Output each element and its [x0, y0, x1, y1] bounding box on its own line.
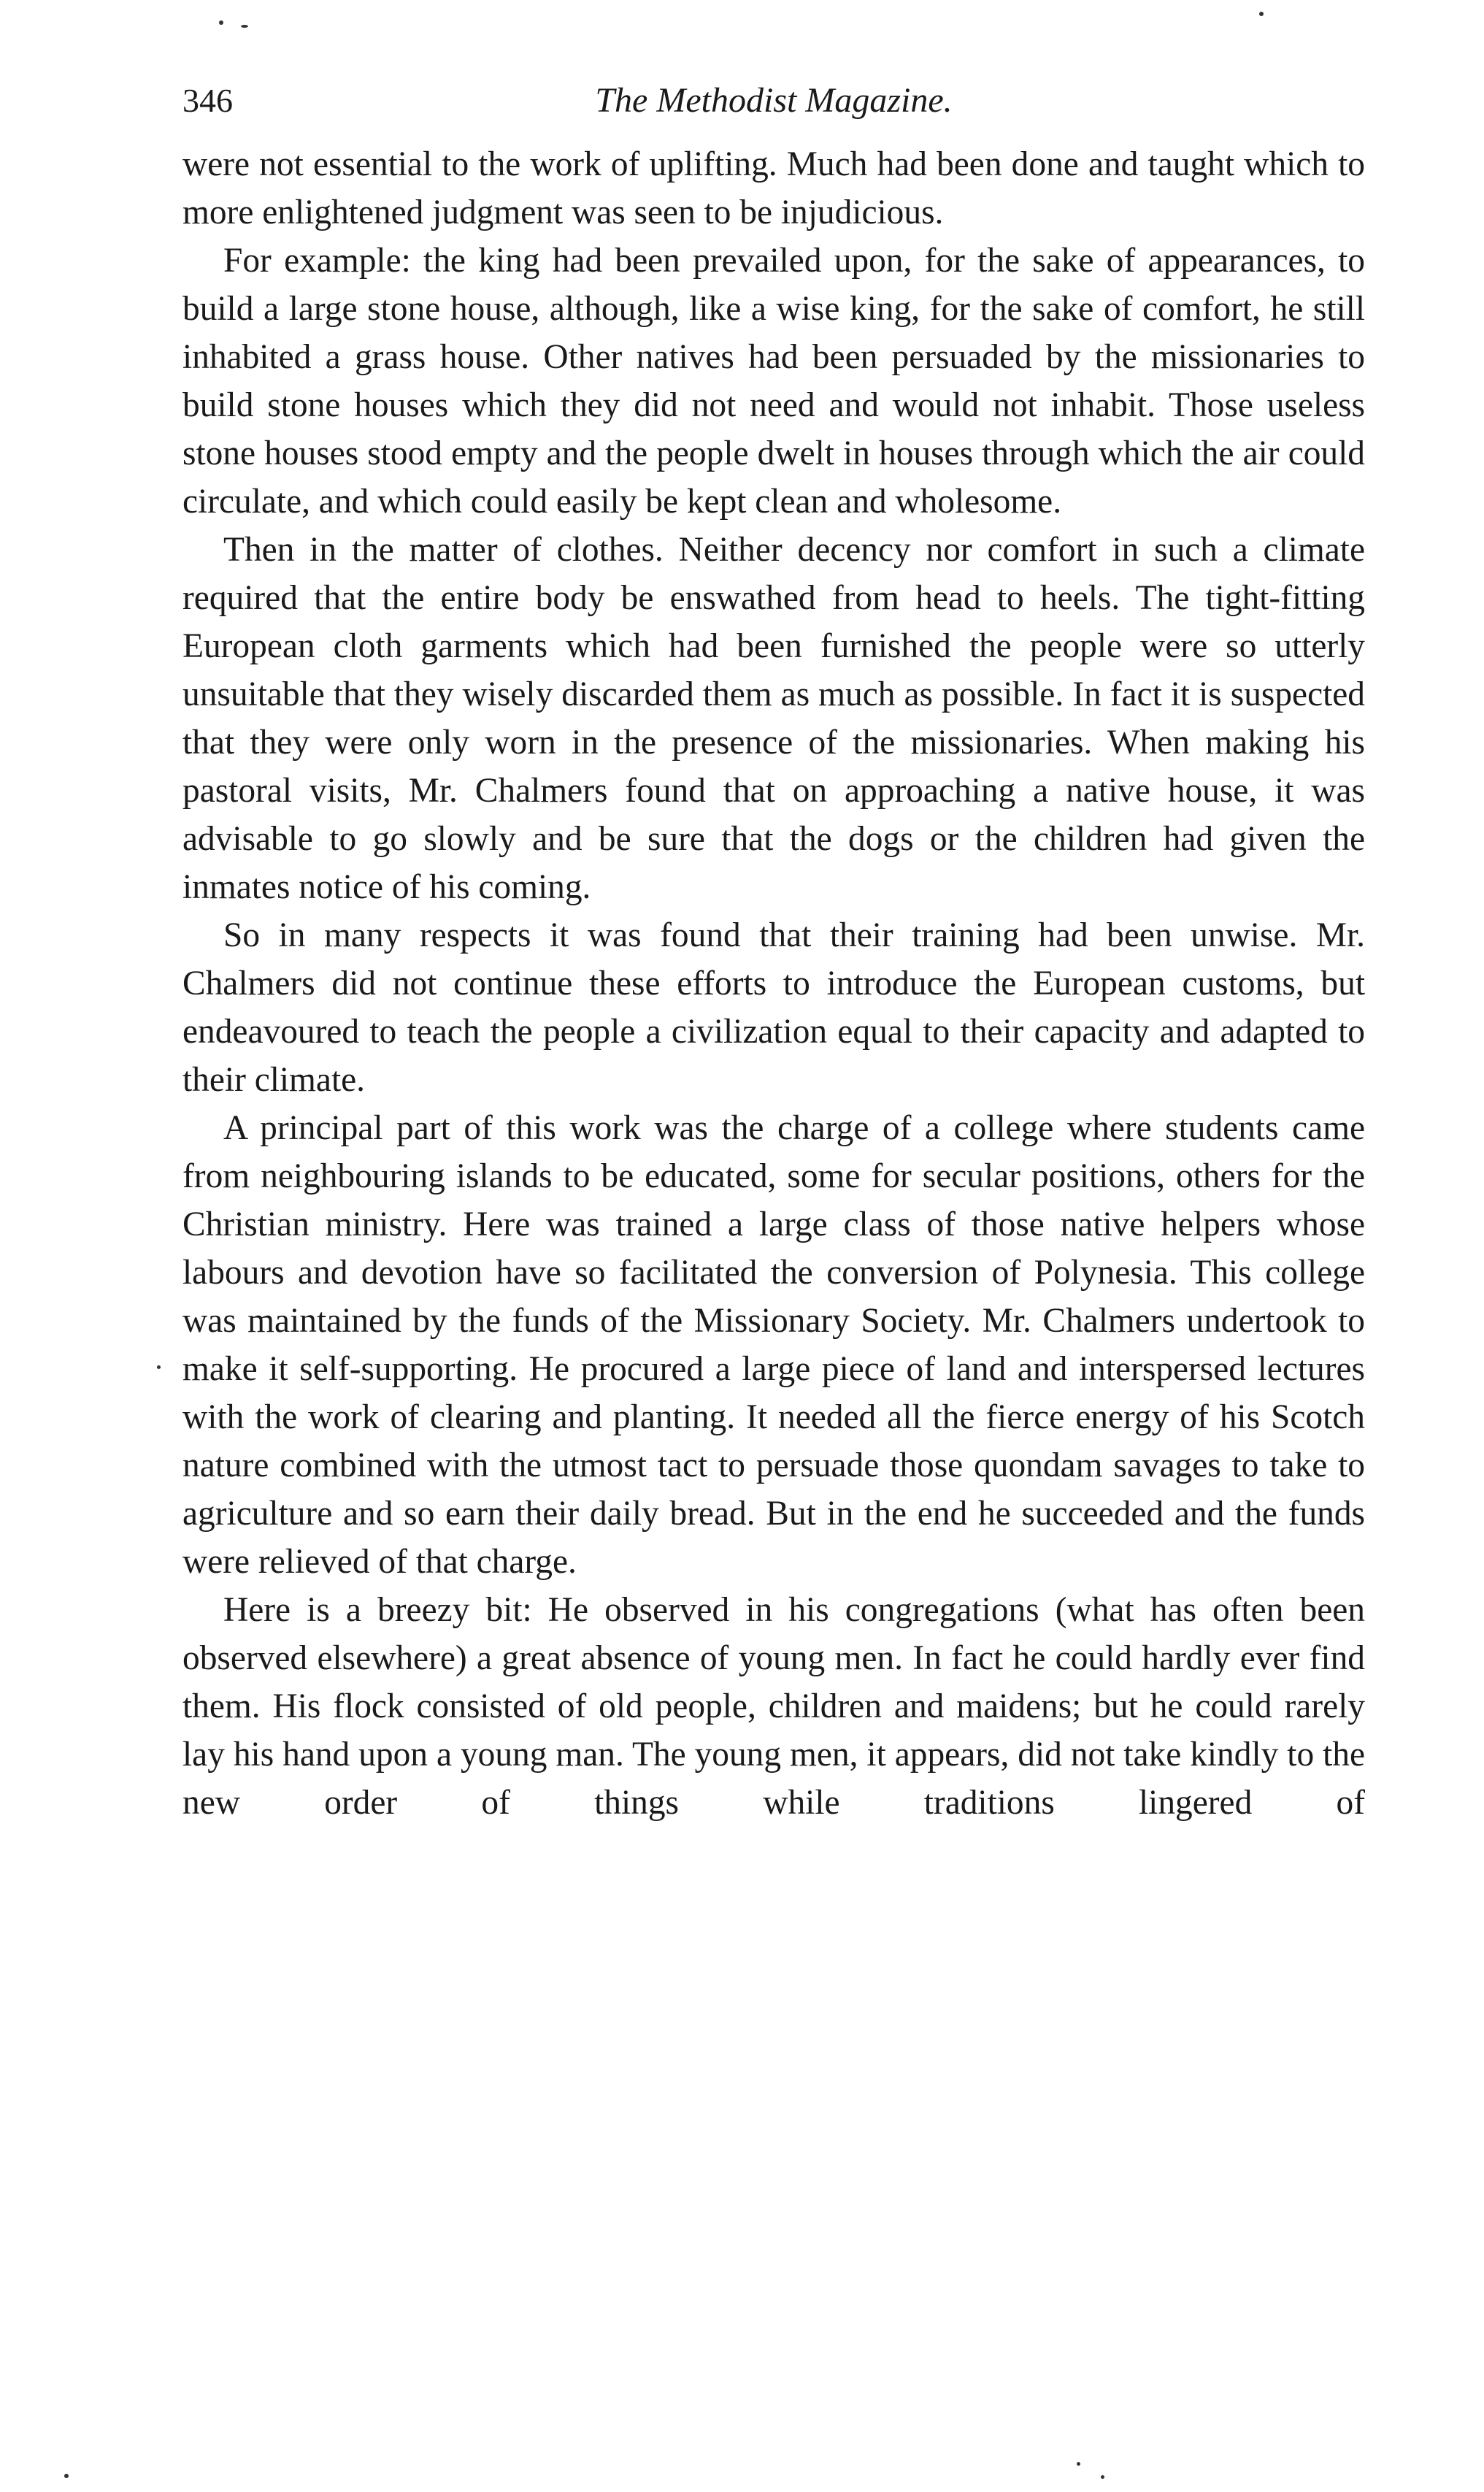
- scan-speck: [1077, 2462, 1080, 2466]
- scan-speck: [64, 2474, 69, 2478]
- page-header: [182, 79, 1365, 130]
- running-title: The Methodist Magazine.: [595, 81, 953, 120]
- paragraph-3: Then in the matter of clothes. Neither decency nor comfort in such a climate required that the entire body be enswathed from head to heels. The tight-fitting European cloth garments which had been furnished the people were so utterly unsuitable that they wisely discarded them as much as possible. In fact it is suspected that they were only worn in the presence of the missionaries. When making his pastoral visits, Mr. Chalmers found that on approaching a native house, it was advisable to go slowly and be sure that the dogs or the children had given the inmates notice of his coming.: [182, 531, 1365, 906]
- page-number: 346: [182, 82, 233, 119]
- paragraph-2: For example: the king had been prevailed upon, for the sake of appearances, to build a large stone house, although, like a wise king, for the sake of comfort, he still inhabited a grass house. Other natives had been persuaded by the missionaries to build stone houses which they did not need and would not inhabit. Those useless stone houses stood empty and the people dwelt in houses through which the air could circulate, and which could easily be kept clean and wholesome.: [182, 242, 1365, 521]
- paragraph-4: So in many respects it was found that their training had been unwise. Mr. Chalmers did not continue these efforts to introduce the European customs, but endeavoured to teach the people a civilization equal to their capacity and adapted to their climate.: [182, 916, 1365, 1099]
- scan-speck: [219, 20, 223, 25]
- scan-speck: [241, 25, 248, 28]
- paragraph-5: A principal part of this work was the charge of a college where students came from neighbouring islands to be educated, some for secular positions, others for the Christian ministry. Here was trained a large class of those native helpers whose labours and devotion have so facilitated the conversion of Polynesia. This college was maintained by the funds of the Missionary Society. Mr. Chalmers undertook to make it self-supporting. He procured a large piece of land and interspersed lectures with the work of clearing and planting. It needed all the fierce energy of his Scotch nature combined with the utmost tact to persuade those quondam savages to take to agriculture and so earn their daily bread. But in the end he succeeded and the funds were relieved of that charge.: [182, 1109, 1365, 1581]
- article-body: [182, 140, 1365, 1827]
- paragraph-1: were not essential to the work of uplifting. Much had been done and taught which to more enlightened judgment was seen to be injudicious.: [182, 145, 1365, 231]
- scan-speck: [1101, 2475, 1104, 2479]
- page-content: [182, 79, 1365, 1827]
- scan-speck: [1259, 12, 1264, 16]
- paragraph-6: Here is a breezy bit: He observed in his congregations (what has often been observed elsewhere) a great absence of young men. In fact he could hardly ever find them. His flock consisted of old people, children and maidens; but he could rarely lay his hand upon a young man. The young men, it appears, did not take kindly to the new order of things while traditions lingered of: [182, 1591, 1365, 1822]
- scan-speck: [157, 1365, 161, 1369]
